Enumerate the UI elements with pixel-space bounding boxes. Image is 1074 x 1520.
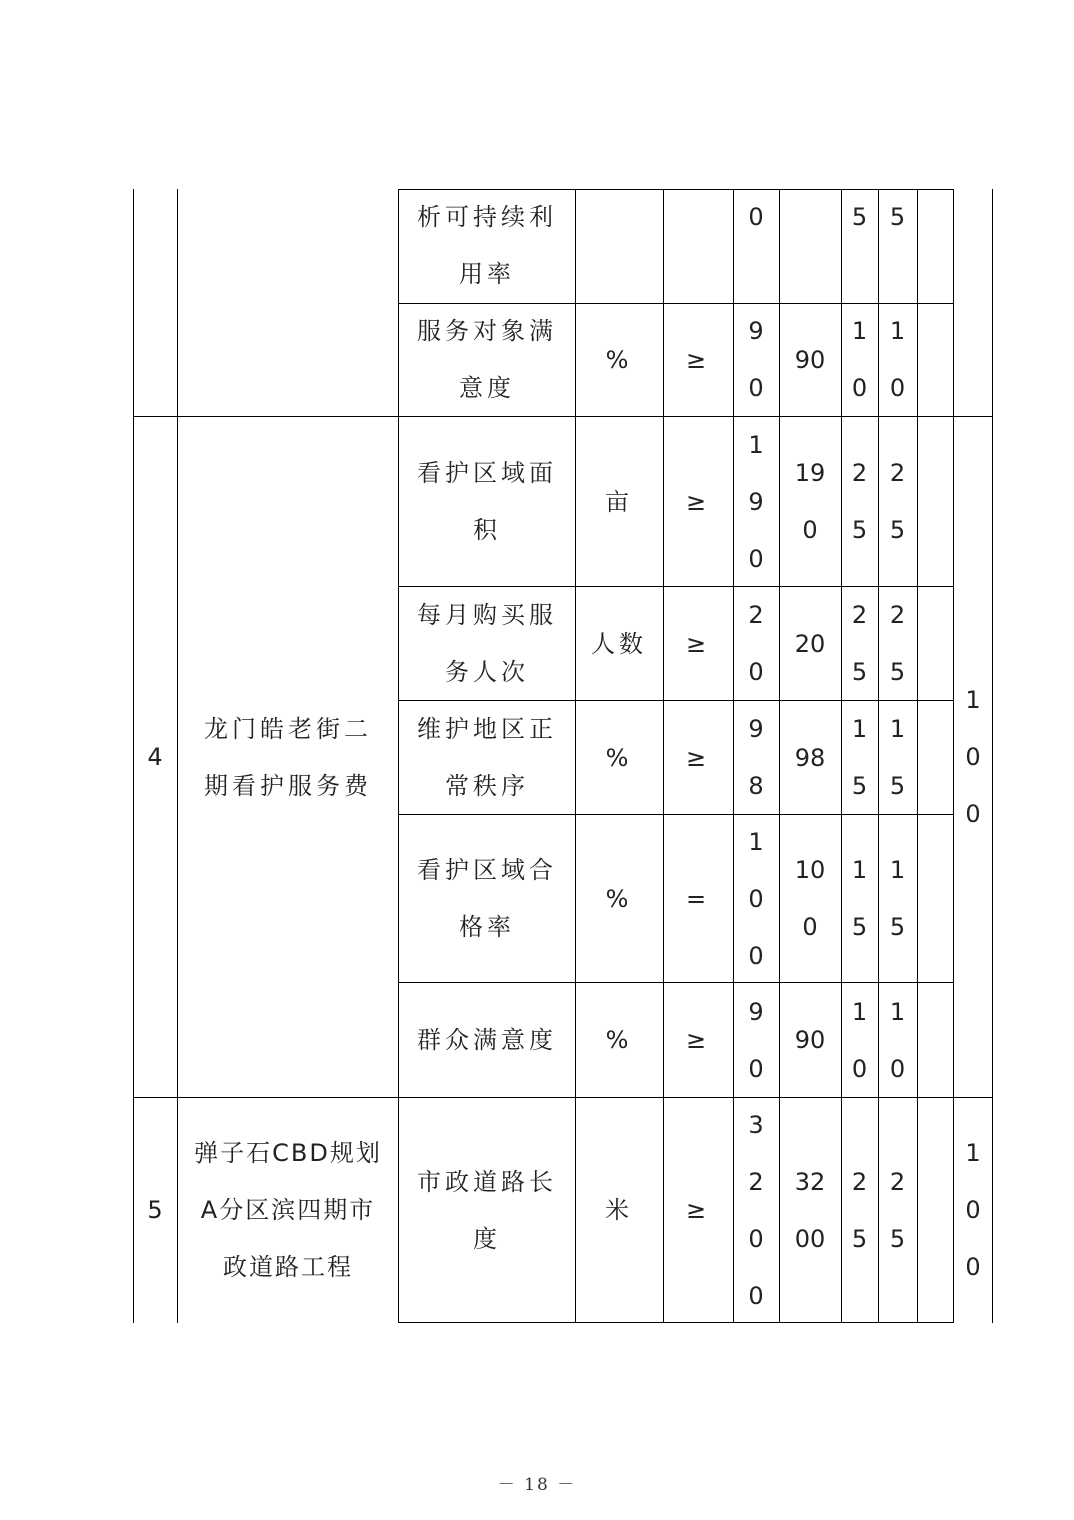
grid-line-horizontal [398,586,954,587]
performance-indicator-table [133,189,993,1323]
grid-line-vertical [779,189,780,1323]
weight-cell: 1 5 [851,715,868,800]
actual-value-cell: 90 [794,1026,826,1054]
indicator-cell: 看护区域合 格率 [417,856,557,941]
grid-line-horizontal [398,189,954,190]
operator-cell: ≥ [685,743,711,772]
target-value-cell: 9 0 [748,317,764,402]
grid-line-vertical [663,189,664,1323]
target-value-cell: 1 0 0 [748,827,764,970]
operator-cell: ≥ [685,1196,711,1224]
unit-cell: % [605,884,633,913]
weight-cell: 1 0 [851,317,868,402]
grid-line-vertical [575,189,576,1323]
target-value-cell: 3 2 0 0 [748,1110,764,1310]
grid-line-horizontal [398,814,954,815]
unit-cell: 米 [605,1196,633,1224]
table-border-right [992,189,993,1323]
remark-cell [917,303,953,417]
grid-line-vertical [733,189,734,1323]
grid-line-vertical [878,189,879,1323]
target-value-cell: 9 0 [748,997,764,1083]
actual-value-cell: 32 00 [794,1167,826,1253]
actual-value-cell: 98 [794,743,826,772]
actual-value-cell: 90 [794,345,826,374]
page-number: － 18 － [497,1475,577,1495]
project-name-cell: 弹子石CBD规划 A分区滨四期市 政道路工程 [194,1139,382,1281]
grid-line-vertical [841,189,842,1323]
operator-cell [663,189,733,303]
weight-cell: 2 5 [851,601,868,686]
target-value-cell: 0 [748,203,764,231]
project-index-cell: 4 [147,743,163,771]
target-value-cell: 1 9 0 [748,430,764,573]
operator-cell: ≥ [685,629,711,658]
grid-line-vertical [177,189,178,1323]
remark-cell [917,1098,953,1323]
operator-cell: ≥ [685,487,711,516]
unit-cell: % [605,743,633,772]
score-cell: 2 5 [889,601,906,686]
operator-cell: ≥ [685,345,711,374]
score-cell: 2 5 [889,459,906,544]
remark-cell [917,815,953,983]
operator-cell: ≥ [685,1026,711,1054]
target-value-cell: 9 8 [748,715,764,800]
operator-cell: = [685,884,711,913]
target-value-cell: 2 0 [748,601,764,686]
remark-cell [917,701,953,815]
actual-value-cell [779,189,841,303]
table-border-left [133,189,134,1323]
indicator-cell: 析可持续利 用率 [417,203,557,288]
score-cell: 1 0 [889,317,906,402]
grid-line-horizontal [398,982,954,983]
indicator-cell: 群众满意度 [417,1026,557,1054]
weight-cell: 1 0 [851,997,868,1083]
weight-cell: 2 5 [851,459,868,544]
weight-cell: 1 5 [851,856,868,941]
grid-line-vertical [917,189,918,1323]
grid-line-horizontal [398,303,954,304]
grid-line-vertical [953,189,954,1323]
actual-value-cell: 10 0 [794,856,826,941]
unit-cell: 人数 [591,629,647,658]
weight-cell: 2 5 [851,1167,868,1253]
unit-cell: 亩 [605,487,633,516]
grid-line-horizontal [398,1322,954,1323]
grid-line-horizontal [133,416,993,417]
indicator-cell: 每月购买服 务人次 [417,601,557,686]
score-cell: 5 [889,203,906,231]
indicator-cell: 市政道路长 度 [417,1167,557,1253]
score-cell: 1 5 [889,856,906,941]
indicator-cell: 看护区域面 积 [417,459,557,544]
unit-cell [575,189,663,303]
remark-cell [917,587,953,701]
project-index-cell: 5 [147,1196,163,1224]
unit-cell: % [605,345,633,374]
unit-cell: % [605,1026,633,1054]
grid-line-horizontal [398,700,954,701]
actual-value-cell: 20 [794,629,826,658]
remark-cell [917,417,953,587]
project-name-cell: 龙门皓老街二 期看护服务费 [204,714,372,800]
actual-value-cell: 19 0 [794,459,826,544]
score-cell: 1 5 [889,715,906,800]
project-total-score-cell: 1 0 0 [965,686,981,828]
score-cell: 1 0 [889,997,906,1083]
remark-cell [917,189,953,303]
grid-line-vertical [398,189,399,1323]
grid-line-horizontal [133,1097,993,1098]
project-total-score-cell: 1 0 0 [965,1139,981,1281]
indicator-cell: 服务对象满 意度 [417,317,557,402]
remark-cell [917,983,953,1098]
weight-cell: 5 [851,203,868,231]
indicator-cell: 维护地区正 常秩序 [417,715,557,800]
score-cell: 2 5 [889,1167,906,1253]
